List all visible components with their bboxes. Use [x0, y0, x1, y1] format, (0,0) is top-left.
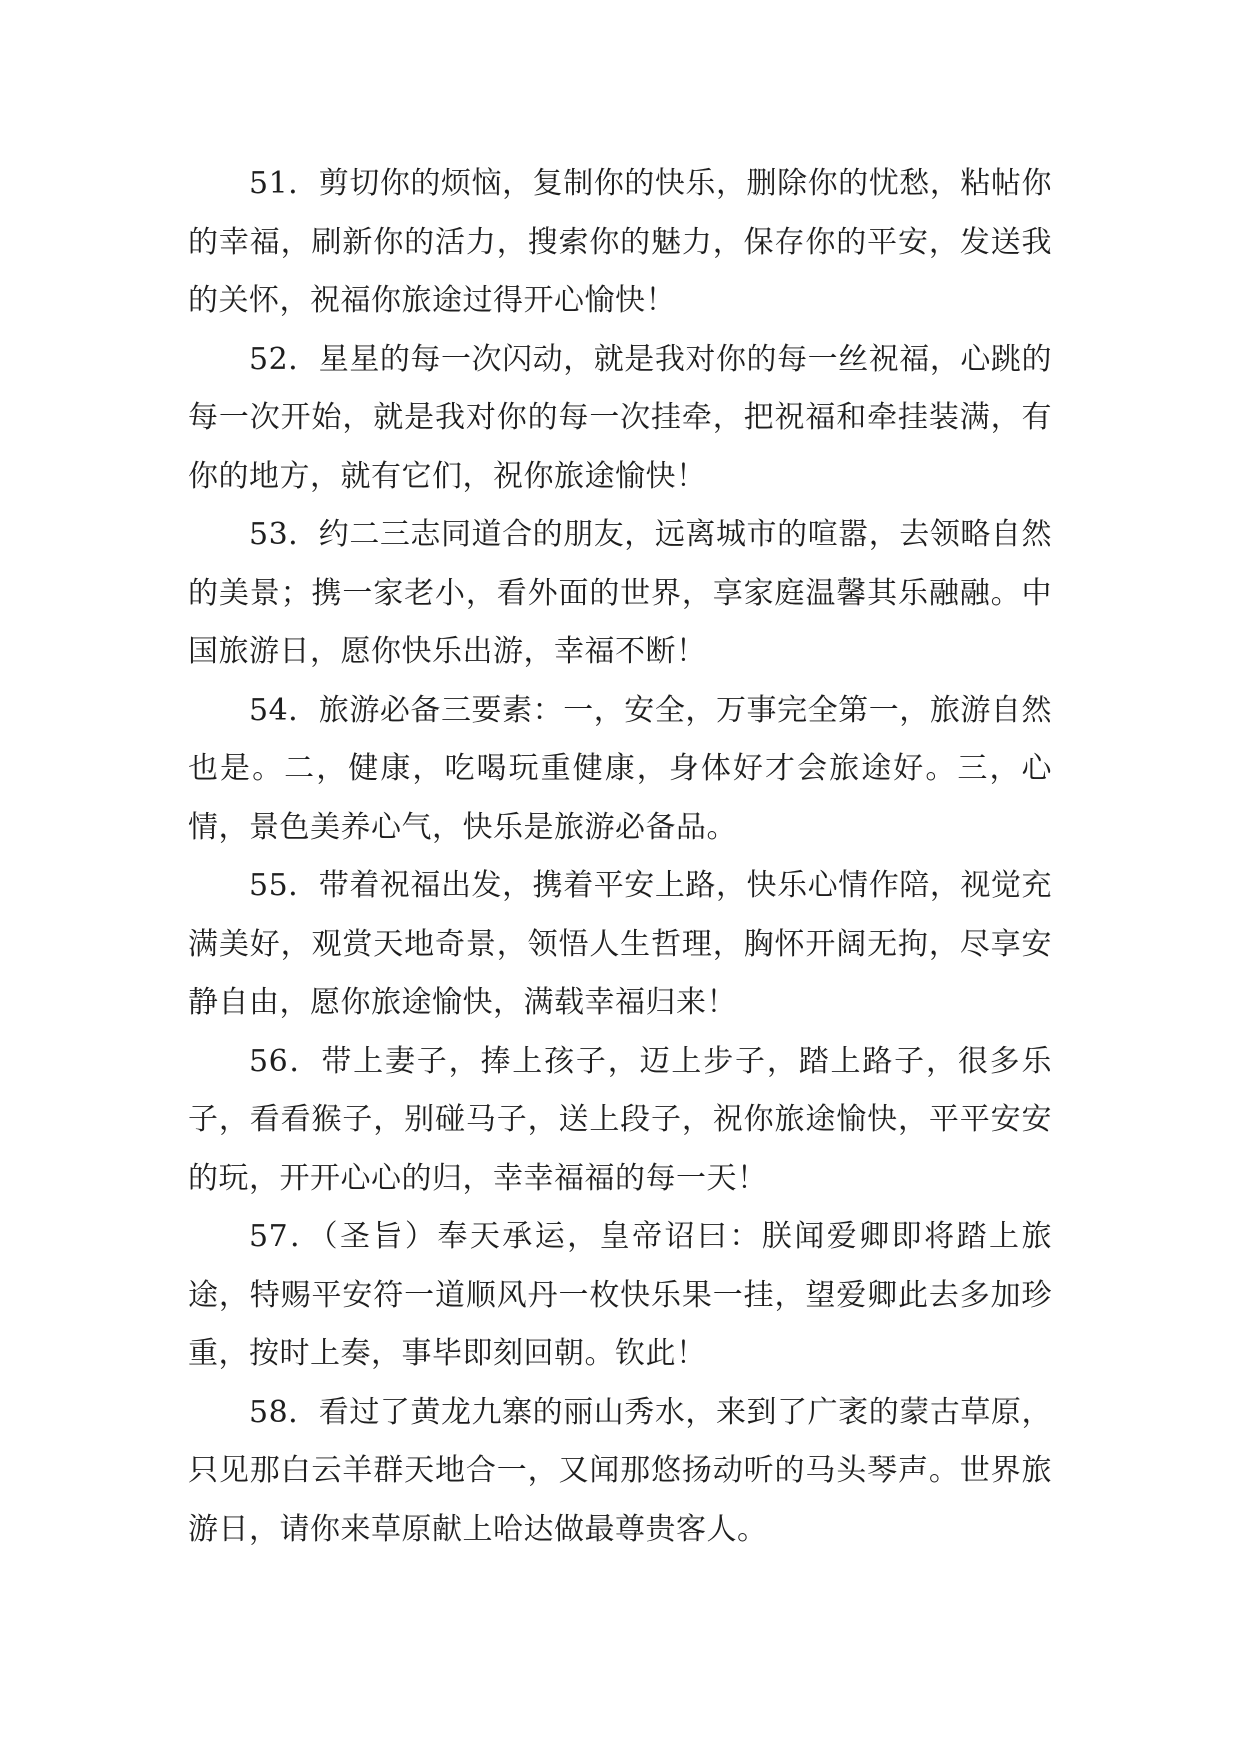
paragraph-55: 55．带着祝福出发，携着平安上路，快乐心情作陪，视觉充满美好，观赏天地奇景，领悟人生哲理，胸怀开阔无拘，尽享安静自由，愿你旅途愉快，满载幸福归来！ [188, 868, 1052, 1020]
paragraph-53: 53．约二三志同道合的朋友，远离城市的喧嚣，去领略自然的美景；携一家老小，看外面的世界，享家庭温馨其乐融融。中国旅游日，愿你快乐出游，幸福不断！ [188, 517, 1052, 669]
document-body [188, 155, 1052, 1559]
paragraph-52: 52．星星的每一次闪动，就是我对你的每一丝祝福，心跳的每一次开始，就是我对你的每一次挂牵，把祝福和牵挂装满，有你的地方，就有它们，祝你旅途愉快！ [188, 341, 1052, 494]
paragraph-58: 58．看过了黄龙九寨的丽山秀水，来到了广袤的蒙古草原，只见那白云羊群天地合一，又闻那悠扬动听的马头琴声。世界旅游日，请你来草原献上哈达做最尊贵客人。 [188, 1394, 1052, 1547]
paragraph-51: 51．剪切你的烦恼，复制你的快乐，删除你的忧愁，粘帖你的幸福，刷新你的活力，搜索你的魅力，保存你的平安，发送我的关怀，祝福你旅途过得开心愉快！ [188, 166, 1052, 318]
paragraph-57: 57．（圣旨）奉天承运，皇帝诏曰：朕闻爱卿即将踏上旅途，特赐平安符一道顺风丹一枚快乐果一挂，望爱卿此去多加珍重，按时上奏，事毕即刻回朝。钦此！ [188, 1219, 1052, 1371]
paragraph-54: 54．旅游必备三要素：一，安全，万事完全第一，旅游自然也是。二，健康，吃喝玩重健康，身体好才会旅途好。三，心情，景色美养心气，快乐是旅游必备品。 [188, 692, 1052, 845]
paragraph-56: 56．带上妻子，捧上孩子，迈上步子，踏上路子，很多乐子，看看猴子，别碰马子，送上段子，祝你旅途愉快，平平安安的玩，开开心心的归，幸幸福福的每一天！ [188, 1043, 1052, 1196]
